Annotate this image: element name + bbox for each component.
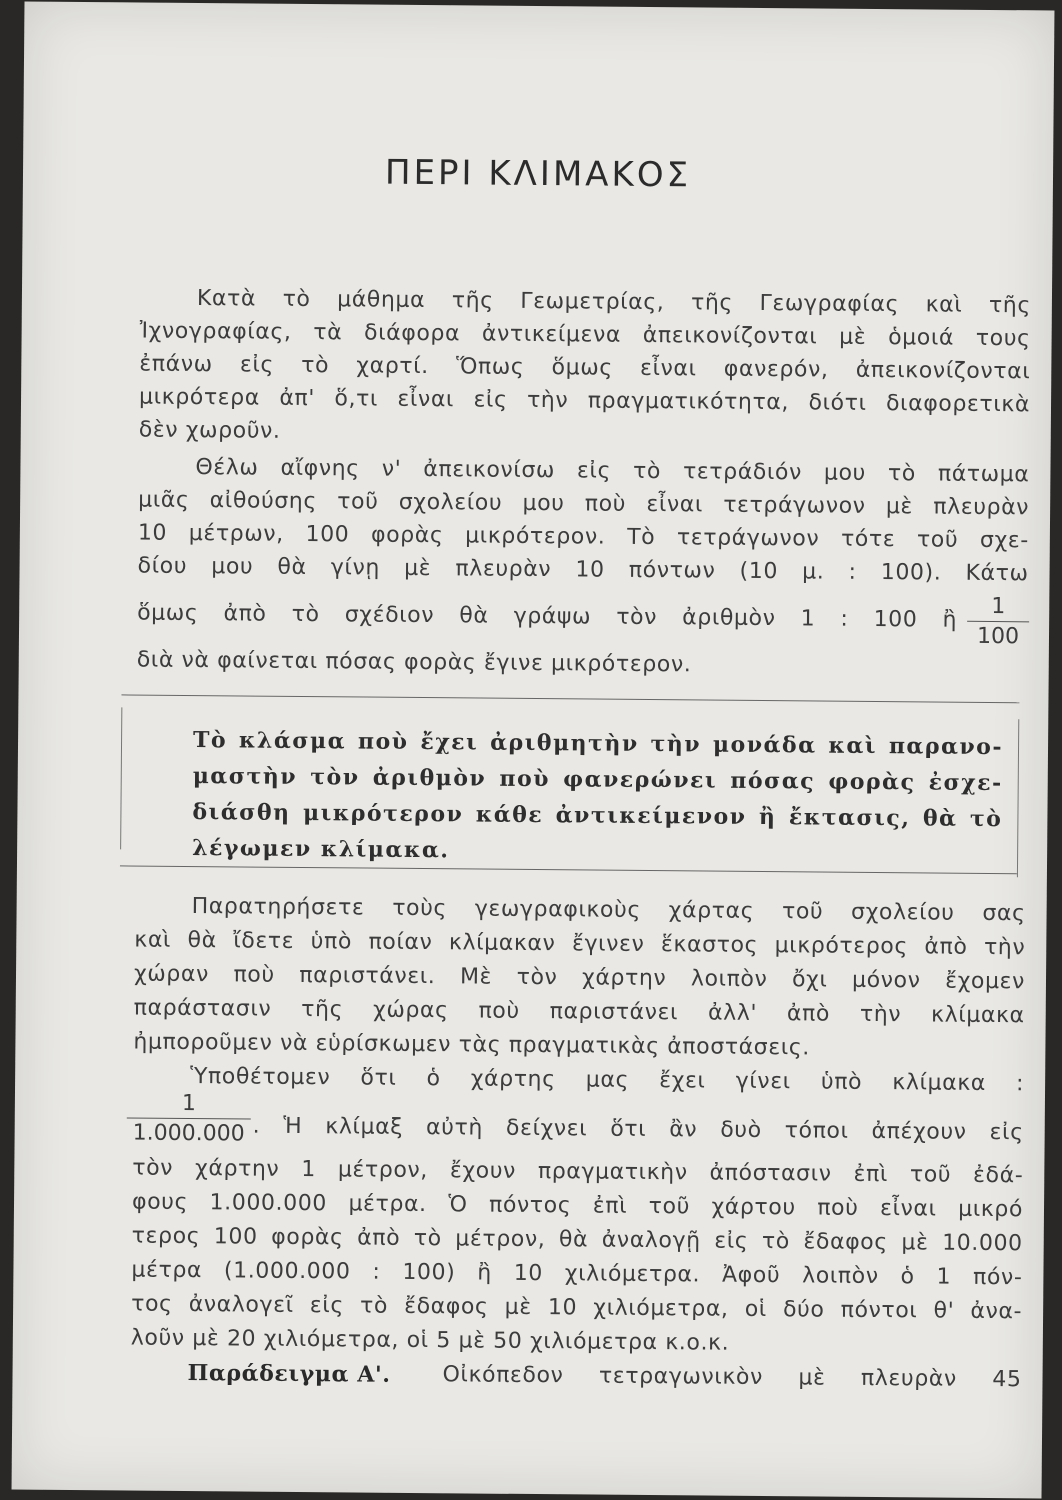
text-line: ὅμως ἀπὸ τὸ σχέδιον θὰ γράψω τὸν ἀριθμὸν 1 : 100 ἢ xyxy=(137,600,958,633)
example-label: Παράδειγμα Α'. xyxy=(187,1360,391,1388)
text-line: τος ἀναλογεῖ εἰς τὸ ἔδαφος μὲ 10 χιλιόμετρα, οἱ δύο πόντοι θ' ἀνα- xyxy=(131,1291,1023,1325)
text-line: χώραν ποὺ παριστάνει. Μὲ τὸν χάρτην λοιπὸν ὄχι μόνον ἔχομεν xyxy=(133,961,1026,995)
text-line: Ὑποθέτομεν ὅτι ὁ χάρτης μας ἔχει γίνει ὑπὸ κλίμακα : xyxy=(190,1064,1025,1097)
fraction-numerator: 1 xyxy=(991,593,1006,620)
fraction-denominator: 100 xyxy=(976,623,1020,650)
definition-line: λέγωμεν κλίμακα. xyxy=(192,835,450,864)
text-line: μικρότερα ἀπ' ὅ,τι εἶναι εἰς τὴν πραγματικότητα, διότι διαφορετικὰ xyxy=(138,384,1031,418)
text-line: Ἰχνογραφίας, τὰ διάφορα ἀντικείμενα ἀπεικονίζονται μὲ ὁμοιά τους xyxy=(139,318,1031,352)
fraction-1-1000000 xyxy=(127,1090,251,1146)
fraction-1-100 xyxy=(967,594,1029,650)
text-line: Παρατηρήσετε τοὺς γεωγραφικοὺς χάρτας τοῦ σχολείου σας xyxy=(191,894,1026,927)
text-line: δίου μου θὰ γίνῃ μὲ πλευρὰν 10 πόντων (10 μ. : 100). Κάτω xyxy=(137,553,1029,587)
text-line: παράστασιν τῆς χώρας ποὺ παριστάνει ἀλλ' ἀπὸ τὴν κλίμακα xyxy=(133,995,1025,1029)
text-line: Κατὰ τὸ μάθημα τῆς Γεωμετρίας, τῆς Γεωγραφίας καὶ τῆς xyxy=(196,286,1032,319)
fraction-numerator: 1 xyxy=(181,1090,197,1117)
text-line: λοῦν μὲ 20 χιλιόμετρα, οἱ 5 μὲ 50 χιλιόμετρα κ.ο.κ. xyxy=(130,1325,730,1356)
fraction-bar xyxy=(127,1117,251,1119)
definition-line: μαστὴν τὸν ἀριθμὸν ποὺ φανερώνει πόσας φορὰς ἐσχε- xyxy=(192,763,1003,797)
text-line: διὰ νὰ φαίνεται πόσας φορὰς ἔγινε μικρότερον. xyxy=(136,647,692,678)
fraction-bar xyxy=(967,621,1029,623)
text-line: 10 μέτρων, 100 φορὰς μικρότερον. Τὸ τετράγωνον τότε τοῦ σχε- xyxy=(137,520,1029,554)
text-line: τὸν χάρτην 1 μέτρον, ἔχουν πραγματικὴν ἀπόστασιν ἐπὶ τοῦ ἐδά- xyxy=(132,1155,1024,1189)
text-line: μιᾶς αἰθούσης τοῦ σχολείου μου ποὺ εἶναι τετράγωνον μὲ πλευρὰν xyxy=(138,487,1030,521)
text-line: Οἰκόπεδον τετραγωνικὸν μὲ πλευρὰν 45 xyxy=(442,1362,1022,1393)
text-line: ἐπάνω εἰς τὸ χαρτί. Ὅπως ὅμως εἶναι φανερόν, ἀπεικονίζονται xyxy=(139,351,1031,385)
page-title: ΠΕΡΙ ΚΛΙΜΑΚΟΣ xyxy=(384,152,692,196)
definition-line: διάσθη μικρότερον κάθε ἀντικείμενον ἢ ἔκτασις, θὰ τὸ xyxy=(192,799,1003,833)
text-line: καὶ θὰ ἴδετε ὑπὸ ποίαν κλίμακαν ἔγινεν ἕκαστος μικρότερος ἀπὸ τὴν xyxy=(134,927,1026,961)
definition-line: Τὸ κλάσμα ποὺ ἔχει ἀριθμητὴν τὴν μονάδα καὶ παρανο- xyxy=(192,727,1004,761)
box-right-rule xyxy=(1017,719,1019,877)
book-page xyxy=(12,2,1055,1499)
text-line: Θέλω αἴφνης ν' ἀπεικονίσω εἰς τὸ τετράδιόν μου τὸ πάτωμα xyxy=(195,455,1030,488)
text-line: . Ἡ κλίμαξ αὐτὴ δείχνει ὅτι ἂν δυὸ τόποι ἀπέχουν εἰς xyxy=(252,1113,1024,1146)
box-left-rule xyxy=(120,707,122,849)
text-line: φους 1.000.000 μέτρα. Ὁ πόντος ἐπὶ τοῦ χάρτου ποὺ εἶναι μικρό xyxy=(131,1189,1024,1223)
text-line: ἠμποροῦμεν νὰ εὑρίσκωμεν τὰς πραγματικὰς ἀποστάσεις. xyxy=(133,1029,811,1061)
text-line: δὲν χωροῦν. xyxy=(138,417,281,444)
fraction-denominator: 1.000.000 xyxy=(132,1120,245,1147)
text-line: μέτρα (1.000.000 : 100) ἢ 10 χιλιόμετρα. Ἀφοῦ λοιπὸν ὁ 1 πόν- xyxy=(131,1257,1023,1291)
text-line: τερος 100 φορὰς ἀπὸ τὸ μέτρον, θὰ ἀναλογῇ εἰς τὸ ἔδαφος μὲ 10.000 xyxy=(131,1223,1023,1257)
